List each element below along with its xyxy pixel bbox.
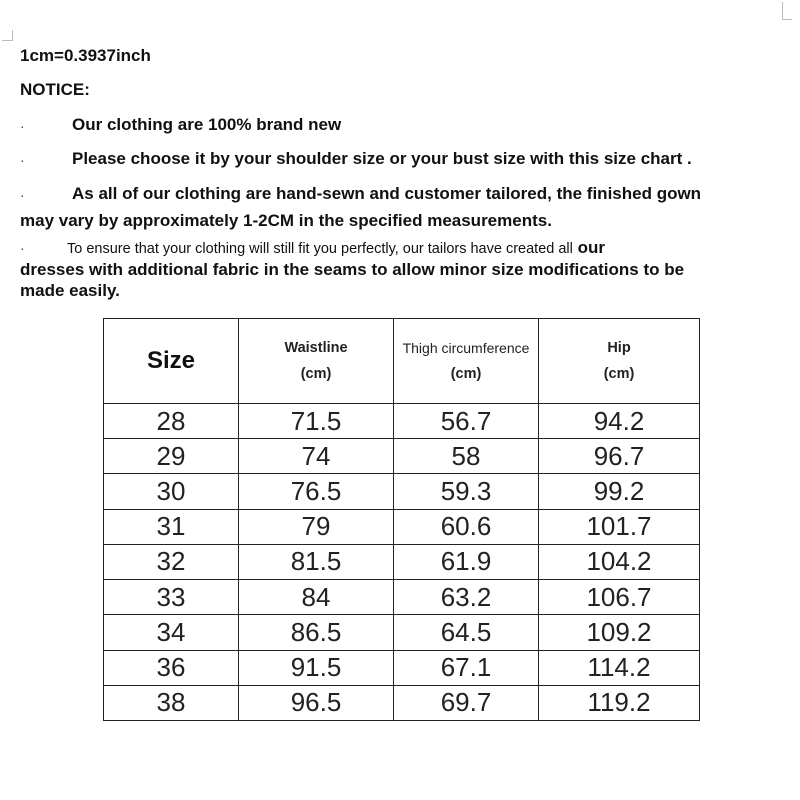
- table-row: [104, 509, 700, 544]
- table-row: [104, 650, 700, 685]
- bullet-dot: ·: [20, 187, 25, 203]
- table-row: [104, 474, 700, 509]
- notice-fit-line: [67, 238, 605, 258]
- header-size-label: Size: [146, 347, 196, 374]
- cell-size: 31: [104, 509, 239, 544]
- notice-fit-text: To ensure that your clothing will still fit you perfectly, our tailors have created all: [67, 241, 573, 257]
- table-row: [104, 439, 700, 474]
- cell-hip: 104.2: [539, 544, 700, 579]
- page-corner-mark-right: [782, 2, 792, 20]
- table-row: [104, 404, 700, 439]
- cell-thigh: 56.7: [394, 404, 539, 439]
- page-corner-mark-left: [2, 30, 13, 41]
- unit-conversion: 1cm=0.3937inch: [20, 46, 151, 65]
- cell-hip: 101.7: [539, 509, 700, 544]
- cell-thigh: 59.3: [394, 474, 539, 509]
- table-row: [104, 685, 700, 720]
- cell-size: 36: [104, 650, 239, 685]
- header-hip: [539, 319, 700, 404]
- header-thigh-unit: (cm): [450, 366, 482, 382]
- cell-size: 28: [104, 404, 239, 439]
- cell-thigh: 58: [394, 439, 539, 474]
- notice-choose-size: Please choose it by your shoulder size or your bust size with this size chart .: [72, 149, 692, 168]
- cell-waistline: 76.5: [239, 474, 394, 509]
- cell-hip: 96.7: [539, 439, 700, 474]
- cell-waistline: 74: [239, 439, 394, 474]
- cell-hip: 94.2: [539, 404, 700, 439]
- cell-size: 33: [104, 580, 239, 615]
- cell-waistline: 84: [239, 580, 394, 615]
- cell-size: 32: [104, 544, 239, 579]
- table-row: [104, 544, 700, 579]
- cell-waistline: 81.5: [239, 544, 394, 579]
- cell-hip: 99.2: [539, 474, 700, 509]
- cell-waistline: 79: [239, 509, 394, 544]
- cell-waistline: 91.5: [239, 650, 394, 685]
- notice-title: NOTICE:: [20, 80, 90, 99]
- cell-thigh: 61.9: [394, 544, 539, 579]
- table-header-row: [104, 319, 700, 404]
- cell-waistline: 71.5: [239, 404, 394, 439]
- cell-hip: 106.7: [539, 580, 700, 615]
- cell-thigh: 64.5: [394, 615, 539, 650]
- notice-fit-end: made easily.: [20, 281, 120, 300]
- cell-hip: 114.2: [539, 650, 700, 685]
- bullet-dot: ·: [20, 118, 25, 134]
- cell-thigh: 60.6: [394, 509, 539, 544]
- notice-hand-sewn-cont: may vary by approximately 1-2CM in the specified measurements.: [20, 211, 552, 230]
- cell-thigh: 63.2: [394, 580, 539, 615]
- header-thigh: [394, 319, 539, 404]
- cell-waistline: 96.5: [239, 685, 394, 720]
- cell-thigh: 67.1: [394, 650, 539, 685]
- notice-brand-new: Our clothing are 100% brand new: [72, 115, 342, 134]
- bullet-dot: ·: [20, 152, 25, 168]
- notice-fit-cont: dresses with additional fabric in the seams to allow minor size modifications to be: [20, 260, 685, 279]
- cell-hip: 119.2: [539, 685, 700, 720]
- header-hip-label: Hip: [607, 340, 631, 356]
- header-waistline-unit: (cm): [300, 366, 332, 382]
- header-hip-unit: (cm): [603, 366, 635, 382]
- header-size: [104, 319, 239, 404]
- table-row: [104, 615, 700, 650]
- cell-size: 29: [104, 439, 239, 474]
- cell-size: 38: [104, 685, 239, 720]
- table-row: [104, 580, 700, 615]
- notice-hand-sewn: As all of our clothing are hand-sewn and customer tailored, the finished gown: [72, 184, 702, 203]
- cell-thigh: 69.7: [394, 685, 539, 720]
- cell-hip: 109.2: [539, 615, 700, 650]
- cell-size: 34: [104, 615, 239, 650]
- header-thigh-label: Thigh circumference: [402, 340, 530, 356]
- cell-size: 30: [104, 474, 239, 509]
- header-waistline: [239, 319, 394, 404]
- cell-waistline: 86.5: [239, 615, 394, 650]
- bullet-dot: ·: [20, 240, 25, 256]
- notice-fit-our: our: [577, 238, 605, 257]
- header-waistline-label: Waistline: [284, 340, 348, 356]
- size-chart-table: [103, 318, 700, 721]
